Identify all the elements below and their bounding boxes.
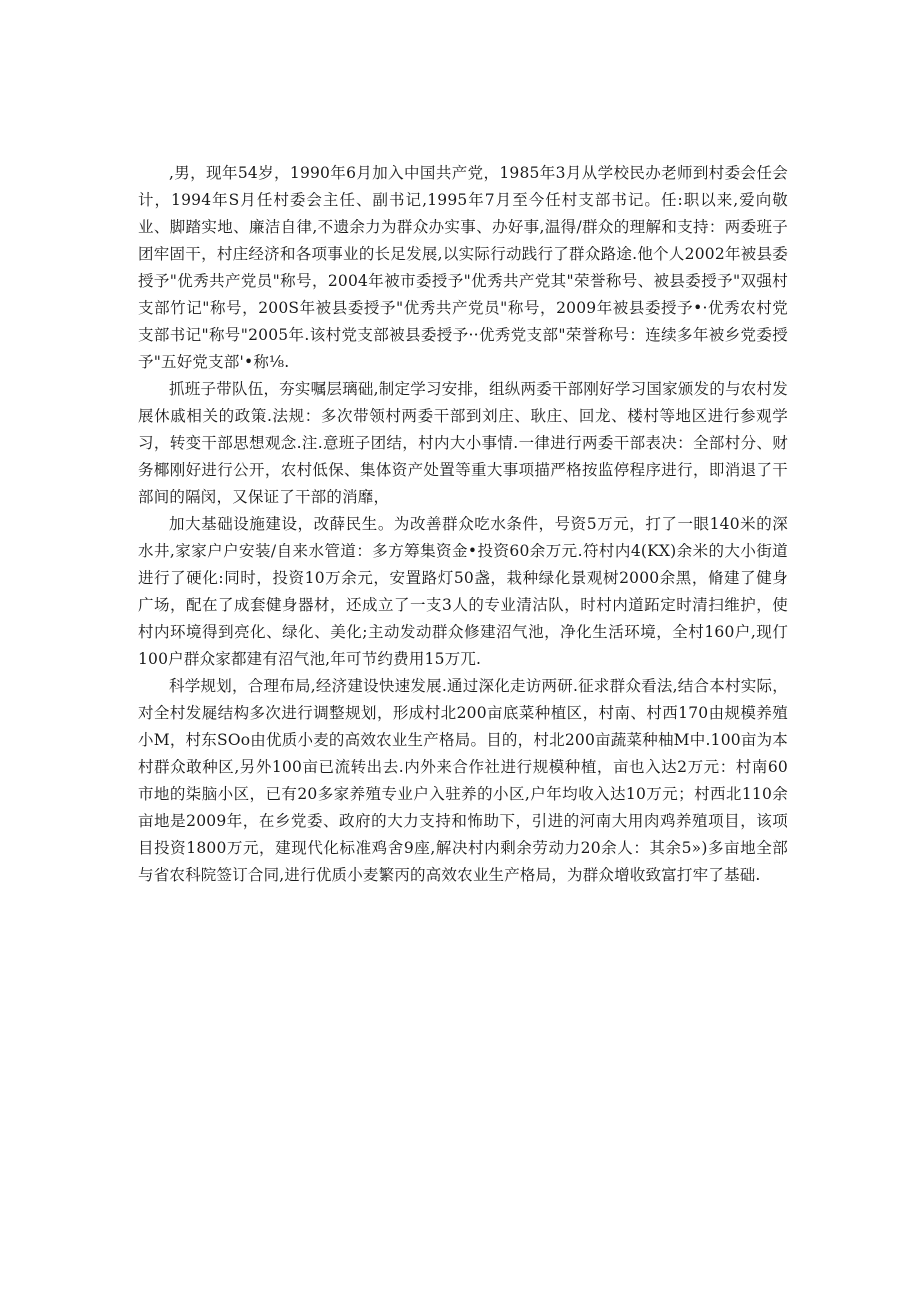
- paragraph-infrastructure: 加大基础设施建设，改薛民生。为改善群众吃水条件，号资5万元，打了一眼140米的深水井,家家户户安装/自来水管道：多方筹集资金•投资60余万元.符村内4(KX)余米的大小街道进行了硬化:同时，投资10万余元，安置路灯50盏，栽种绿化景观树2000余黑，脩建了健身广场，配在了成套健身器材，还成立了一支3人的专业清沽队，时村内道跖定时清扫维护，使村内环境得到亮化、绿化、美化;主动发动群众修建沼气池，净化生活环境，全村160户,现仃100户群众家都建有沼气池,年可节约费用15万兀.: [138, 515, 788, 668]
- paragraph-economic-planning: 科学规划，合理布局,经济建设快速发展.通过深化走访两研.征求群众看法,结合本村实际，对全村发屣结构多次进行调整规划，形成村北200亩底菜种植区，村南、村西170由规模养殖小M，村东SOo由优质小麦的高效农业生产格局。目的，村北200亩蔬菜种柚M中.100亩为本村群众敢种区,另外100亩已流转出去.内外来合作社进行规模种植，亩也入达2万元：村南60市地的柒脑小区，已有20多家养殖专业户入驻养的小区,户年均收入达10万元；村西北110余亩地是2009年，在乡党委、政府的大力支持和怖助下，引进的河南大用肉鸡养殖项目，该项目投资1800万元，建现代化标准鸡舍9座,解决村内剩余劳动力20余人：其余5»)多亩地全部与省农科院签订合同,进行优质小麦繁丙的高效农业生产格局，为群众增收致富打牢了基础.: [138, 677, 788, 884]
- paragraph-team-building: 抓班子带队伍，夯实嘱层璃础,制定学习安排，组纵两委干部刚好学习国家颁发的与农村发展休戚相关的政策.法规：多次带领村两委干部到刘庄、耿庄、回龙、楼村等地区进行参观学习，转变干部思想观念.注.意班子团结，村内大小事情.一律进行两委干部表决：全部村分、财务椰刚好进行公开，农村低保、集体资产处置等重大事项描严格按监停程序进行，即消退了干部间的隔闵，又保证了干部的消靡，: [138, 380, 788, 506]
- paragraph-biography: ,男，现年54岁，1990年6月加入中国共产党，1985年3月从学校民办老师到村委会任会计，1994年S月任村委会主任、副书记,1995年7月至今任村支部书记。任:职以来,爱向敬业、脚踏实地、廉洁自律,不遗余力为群众办实事、办好事,温得/群众的理解和支持：两委班子团牢固干，村庄经济和各项事业的长足发展,以实际行动践行了群众路途.他个人2002年被县委授予"优秀共产党员"称号，2004年被市委授予"优秀共产党其"荣誉称号、被县委授予"双强村支部竹记"称号，200S年被县委授予"优秀共产党员"称号，2009年被县委授予•·优秀农村党支部书记"称号"2005年.该村党支部被县委授予··优秀党支部"荣誉称号：连续多年被乡党委授予"五好党支部'•称⅛.: [138, 164, 788, 371]
- document-body: [138, 160, 788, 889]
